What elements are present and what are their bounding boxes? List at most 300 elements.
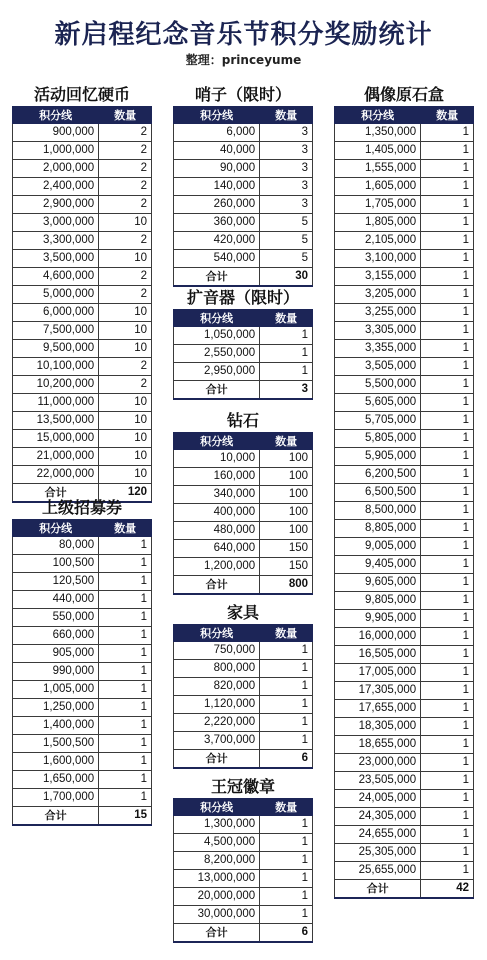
quantity-cell: 2: [99, 268, 152, 286]
table-row: [335, 736, 474, 754]
quantity-cell: 150: [260, 540, 313, 558]
table-row: [335, 610, 474, 628]
total-label: 合计: [13, 484, 99, 503]
threshold-cell: 9,805,000: [335, 592, 421, 610]
quantity-cell: 1: [260, 834, 313, 852]
table-row: [13, 196, 152, 214]
table-row: [13, 412, 152, 430]
total-label: 合计: [174, 924, 260, 943]
quantity-cell: 1: [99, 537, 152, 555]
table-row: [174, 486, 313, 504]
column-header-quantity: 数量: [99, 107, 152, 124]
table-row: [13, 753, 152, 771]
threshold-cell: 10,100,000: [13, 358, 99, 376]
total-label: 合计: [174, 750, 260, 769]
table-row: [335, 808, 474, 826]
threshold-cell: 3,100,000: [335, 250, 421, 268]
threshold-cell: 120,500: [13, 573, 99, 591]
threshold-cell: 24,655,000: [335, 826, 421, 844]
threshold-cell: 30,000,000: [174, 906, 260, 924]
quantity-cell: 1: [421, 358, 474, 376]
table-header-row: [174, 107, 313, 124]
threshold-cell: 660,000: [13, 627, 99, 645]
threshold-cell: 24,305,000: [335, 808, 421, 826]
table-row: [13, 358, 152, 376]
section-title: 钻石: [226, 411, 259, 430]
column-header-threshold: 积分线: [174, 799, 260, 816]
quantity-cell: 1: [99, 645, 152, 663]
table-row: [13, 627, 152, 645]
threshold-cell: 8,805,000: [335, 520, 421, 538]
table-row: [335, 520, 474, 538]
threshold-cell: 5,605,000: [335, 394, 421, 412]
threshold-cell: 1,200,000: [174, 558, 260, 576]
table-row: [174, 468, 313, 486]
table-row: [335, 286, 474, 304]
table-row: [13, 609, 152, 627]
threshold-cell: 18,655,000: [335, 736, 421, 754]
total-value: 30: [260, 268, 313, 287]
threshold-cell: 1,705,000: [335, 196, 421, 214]
total-row: [174, 381, 313, 400]
threshold-cell: 400,000: [174, 504, 260, 522]
section-furniture: [173, 602, 313, 769]
quantity-cell: 1: [421, 772, 474, 790]
section-crown-badge: [173, 776, 313, 943]
quantity-cell: 1: [260, 345, 313, 363]
threshold-cell: 23,000,000: [335, 754, 421, 772]
table-row: [174, 196, 313, 214]
section-diamond: [173, 410, 313, 595]
section-title: 哨子（限时）: [194, 85, 291, 104]
table-row: [335, 466, 474, 484]
table-row: [13, 394, 152, 412]
quantity-cell: 1: [99, 717, 152, 735]
table-header-row: [174, 799, 313, 816]
table-row: [174, 732, 313, 750]
threshold-cell: 16,505,000: [335, 646, 421, 664]
quantity-cell: 1: [421, 232, 474, 250]
total-label: 合计: [174, 381, 260, 400]
table-row: [13, 214, 152, 232]
quantity-cell: 1: [99, 681, 152, 699]
quantity-cell: 1: [260, 714, 313, 732]
table-row: [335, 196, 474, 214]
quantity-cell: 1: [421, 250, 474, 268]
total-value: 120: [99, 484, 152, 503]
table-row: [174, 450, 313, 468]
total-row: [13, 807, 152, 826]
column-header-threshold: 积分线: [174, 625, 260, 642]
quantity-cell: 1: [260, 906, 313, 924]
quantity-cell: 1: [421, 538, 474, 556]
total-value: 800: [260, 576, 313, 595]
threshold-cell: 10,000: [174, 450, 260, 468]
quantity-cell: 1: [421, 736, 474, 754]
table-row: [174, 816, 313, 834]
threshold-cell: 3,700,000: [174, 732, 260, 750]
threshold-cell: 1,005,000: [13, 681, 99, 699]
table-row: [13, 717, 152, 735]
threshold-cell: 25,305,000: [335, 844, 421, 862]
threshold-cell: 17,655,000: [335, 700, 421, 718]
table-row: [335, 160, 474, 178]
quantity-cell: 1: [421, 412, 474, 430]
table-row: [174, 870, 313, 888]
threshold-cell: 8,200,000: [174, 852, 260, 870]
page-subtitle: 整理：princeyume: [185, 53, 302, 67]
table-row: [335, 844, 474, 862]
threshold-cell: 5,000,000: [13, 286, 99, 304]
threshold-cell: 900,000: [13, 124, 99, 142]
table-row: [335, 862, 474, 880]
threshold-cell: 5,705,000: [335, 412, 421, 430]
total-label: 合计: [174, 268, 260, 287]
table-row: [335, 322, 474, 340]
quantity-cell: 10: [99, 214, 152, 232]
table-row: [13, 250, 152, 268]
quantity-cell: 1: [421, 610, 474, 628]
quantity-cell: 3: [260, 142, 313, 160]
threshold-cell: 3,205,000: [335, 286, 421, 304]
table-row: [335, 682, 474, 700]
total-label: 合计: [13, 807, 99, 826]
quantity-cell: 10: [99, 448, 152, 466]
threshold-cell: 90,000: [174, 160, 260, 178]
threshold-cell: 6,500,500: [335, 484, 421, 502]
table-row: [335, 502, 474, 520]
quantity-cell: 100: [260, 486, 313, 504]
table-row: [335, 718, 474, 736]
quantity-cell: 1: [99, 699, 152, 717]
threshold-cell: 16,000,000: [335, 628, 421, 646]
quantity-cell: 1: [260, 816, 313, 834]
threshold-cell: 1,500,500: [13, 735, 99, 753]
quantity-cell: 1: [99, 591, 152, 609]
quantity-cell: 1: [421, 592, 474, 610]
threshold-cell: 540,000: [174, 250, 260, 268]
quantity-cell: 1: [421, 646, 474, 664]
section-title: 上级招募券: [41, 498, 122, 517]
total-value: 6: [260, 750, 313, 769]
reward-table: [334, 106, 474, 899]
quantity-cell: 3: [260, 178, 313, 196]
threshold-cell: 440,000: [13, 591, 99, 609]
page-title: 新启程纪念音乐节积分奖励统计: [54, 20, 433, 50]
quantity-cell: 1: [421, 844, 474, 862]
threshold-cell: 1,650,000: [13, 771, 99, 789]
threshold-cell: 9,905,000: [335, 610, 421, 628]
quantity-cell: 1: [421, 664, 474, 682]
total-value: 15: [99, 807, 152, 826]
section-megaphone: [173, 287, 313, 400]
total-value: 6: [260, 924, 313, 943]
threshold-cell: 3,155,000: [335, 268, 421, 286]
table-row: [335, 574, 474, 592]
threshold-cell: 6,000,000: [13, 304, 99, 322]
column-header-quantity: 数量: [260, 310, 313, 327]
quantity-cell: 1: [99, 609, 152, 627]
quantity-cell: 1: [421, 700, 474, 718]
threshold-cell: 9,005,000: [335, 538, 421, 556]
reward-table: [173, 309, 313, 400]
threshold-cell: 1,805,000: [335, 214, 421, 232]
threshold-cell: 17,305,000: [335, 682, 421, 700]
quantity-cell: 1: [421, 160, 474, 178]
quantity-cell: 1: [260, 678, 313, 696]
quantity-cell: 1: [260, 327, 313, 345]
quantity-cell: 2: [99, 232, 152, 250]
quantity-cell: 1: [421, 214, 474, 232]
threshold-cell: 640,000: [174, 540, 260, 558]
quantity-cell: 5: [260, 250, 313, 268]
quantity-cell: 1: [260, 888, 313, 906]
quantity-cell: 1: [421, 124, 474, 142]
column-header-threshold: 积分线: [174, 433, 260, 450]
threshold-cell: 3,000,000: [13, 214, 99, 232]
table-row: [13, 340, 152, 358]
quantity-cell: 1: [99, 555, 152, 573]
quantity-cell: 1: [260, 660, 313, 678]
table-row: [13, 268, 152, 286]
quantity-cell: 1: [421, 430, 474, 448]
section-title: 活动回忆硬币: [33, 85, 130, 104]
section-title: 王冠徽章: [210, 777, 275, 796]
table-header-row: [13, 520, 152, 537]
section-title: 偶像原石盒: [363, 85, 444, 104]
quantity-cell: 100: [260, 468, 313, 486]
column-header-threshold: 积分线: [13, 107, 99, 124]
table-row: [335, 826, 474, 844]
threshold-cell: 1,405,000: [335, 142, 421, 160]
table-row: [13, 160, 152, 178]
table-header-row: [174, 625, 313, 642]
quantity-cell: 10: [99, 394, 152, 412]
threshold-cell: 21,000,000: [13, 448, 99, 466]
table-row: [13, 771, 152, 789]
quantity-cell: 1: [99, 663, 152, 681]
quantity-cell: 1: [421, 448, 474, 466]
table-row: [174, 540, 313, 558]
table-row: [13, 448, 152, 466]
column-header-quantity: 数量: [260, 107, 313, 124]
table-row: [13, 537, 152, 555]
quantity-cell: 1: [99, 771, 152, 789]
table-row: [13, 573, 152, 591]
table-row: [13, 124, 152, 142]
total-row: [174, 268, 313, 287]
threshold-cell: 13,500,000: [13, 412, 99, 430]
table-row: [174, 642, 313, 660]
threshold-cell: 3,505,000: [335, 358, 421, 376]
quantity-cell: 1: [421, 142, 474, 160]
threshold-cell: 905,000: [13, 645, 99, 663]
threshold-cell: 420,000: [174, 232, 260, 250]
reward-table: [173, 432, 313, 595]
table-row: [174, 678, 313, 696]
table-row: [174, 504, 313, 522]
threshold-cell: 5,500,000: [335, 376, 421, 394]
table-row: [335, 358, 474, 376]
threshold-cell: 1,050,000: [174, 327, 260, 345]
threshold-cell: 3,500,000: [13, 250, 99, 268]
table-row: [13, 466, 152, 484]
table-row: [335, 754, 474, 772]
threshold-cell: 1,605,000: [335, 178, 421, 196]
threshold-cell: 2,105,000: [335, 232, 421, 250]
table-row: [335, 646, 474, 664]
quantity-cell: 2: [99, 286, 152, 304]
threshold-cell: 750,000: [174, 642, 260, 660]
threshold-cell: 80,000: [13, 537, 99, 555]
table-row: [13, 376, 152, 394]
table-row: [174, 214, 313, 232]
threshold-cell: 160,000: [174, 468, 260, 486]
quantity-cell: 1: [421, 790, 474, 808]
total-row: [335, 880, 474, 899]
quantity-cell: 1: [421, 178, 474, 196]
threshold-cell: 40,000: [174, 142, 260, 160]
threshold-cell: 140,000: [174, 178, 260, 196]
table-row: [335, 178, 474, 196]
table-row: [174, 906, 313, 924]
column-header-threshold: 积分线: [335, 107, 421, 124]
threshold-cell: 1,350,000: [335, 124, 421, 142]
quantity-cell: 1: [260, 732, 313, 750]
threshold-cell: 2,950,000: [174, 363, 260, 381]
section-memory-coin: [12, 84, 152, 503]
table-row: [13, 430, 152, 448]
quantity-cell: 10: [99, 412, 152, 430]
threshold-cell: 2,220,000: [174, 714, 260, 732]
table-row: [174, 124, 313, 142]
table-row: [13, 304, 152, 322]
table-row: [13, 789, 152, 807]
table-row: [13, 142, 152, 160]
quantity-cell: 10: [99, 340, 152, 358]
reward-table: [173, 624, 313, 769]
quantity-cell: 100: [260, 504, 313, 522]
table-row: [13, 286, 152, 304]
table-header-row: [335, 107, 474, 124]
threshold-cell: 2,550,000: [174, 345, 260, 363]
quantity-cell: 1: [421, 826, 474, 844]
table-header-row: [13, 107, 152, 124]
table-row: [174, 696, 313, 714]
table-row: [335, 538, 474, 556]
threshold-cell: 15,000,000: [13, 430, 99, 448]
table-row: [335, 142, 474, 160]
table-row: [13, 591, 152, 609]
quantity-cell: 1: [421, 286, 474, 304]
quantity-cell: 2: [99, 196, 152, 214]
threshold-cell: 1,600,000: [13, 753, 99, 771]
quantity-cell: 10: [99, 304, 152, 322]
table-row: [335, 700, 474, 718]
column-header-quantity: 数量: [260, 433, 313, 450]
table-row: [174, 522, 313, 540]
quantity-cell: 1: [421, 376, 474, 394]
quantity-cell: 2: [99, 178, 152, 196]
threshold-cell: 3,255,000: [335, 304, 421, 322]
threshold-cell: 260,000: [174, 196, 260, 214]
quantity-cell: 5: [260, 214, 313, 232]
quantity-cell: 2: [99, 124, 152, 142]
column-header-quantity: 数量: [421, 107, 474, 124]
section-title: 家具: [226, 603, 259, 622]
table-row: [335, 664, 474, 682]
quantity-cell: 10: [99, 466, 152, 484]
table-row: [13, 645, 152, 663]
quantity-cell: 2: [99, 142, 152, 160]
quantity-cell: 1: [99, 735, 152, 753]
threshold-cell: 9,500,000: [13, 340, 99, 358]
threshold-cell: 10,200,000: [13, 376, 99, 394]
quantity-cell: 1: [421, 304, 474, 322]
threshold-cell: 800,000: [174, 660, 260, 678]
table-row: [335, 304, 474, 322]
quantity-cell: 1: [421, 484, 474, 502]
threshold-cell: 17,005,000: [335, 664, 421, 682]
threshold-cell: 13,000,000: [174, 870, 260, 888]
threshold-cell: 11,000,000: [13, 394, 99, 412]
threshold-cell: 7,500,000: [13, 322, 99, 340]
quantity-cell: 1: [421, 340, 474, 358]
threshold-cell: 820,000: [174, 678, 260, 696]
quantity-cell: 10: [99, 250, 152, 268]
quantity-cell: 1: [99, 753, 152, 771]
reward-table: [173, 106, 313, 287]
quantity-cell: 1: [421, 862, 474, 880]
table-row: [335, 124, 474, 142]
quantity-cell: 2: [99, 376, 152, 394]
threshold-cell: 340,000: [174, 486, 260, 504]
threshold-cell: 550,000: [13, 609, 99, 627]
table-row: [13, 681, 152, 699]
threshold-cell: 1,400,000: [13, 717, 99, 735]
threshold-cell: 18,305,000: [335, 718, 421, 736]
table-row: [174, 852, 313, 870]
quantity-cell: 1: [99, 573, 152, 591]
table-row: [174, 142, 313, 160]
quantity-cell: 1: [421, 394, 474, 412]
table-row: [13, 663, 152, 681]
threshold-cell: 1,300,000: [174, 816, 260, 834]
reward-table: [12, 106, 152, 503]
column-header-threshold: 积分线: [174, 310, 260, 327]
quantity-cell: 1: [421, 556, 474, 574]
quantity-cell: 1: [260, 852, 313, 870]
threshold-cell: 24,005,000: [335, 790, 421, 808]
threshold-cell: 5,805,000: [335, 430, 421, 448]
quantity-cell: 1: [421, 628, 474, 646]
quantity-cell: 150: [260, 558, 313, 576]
table-row: [335, 376, 474, 394]
table-row: [335, 448, 474, 466]
table-row: [174, 250, 313, 268]
quantity-cell: 100: [260, 450, 313, 468]
threshold-cell: 2,400,000: [13, 178, 99, 196]
threshold-cell: 22,000,000: [13, 466, 99, 484]
table-row: [174, 160, 313, 178]
table-row: [174, 558, 313, 576]
table-row: [335, 592, 474, 610]
total-row: [174, 750, 313, 769]
total-value: 3: [260, 381, 313, 400]
reward-table: [12, 519, 152, 826]
threshold-cell: 2,000,000: [13, 160, 99, 178]
quantity-cell: 1: [421, 520, 474, 538]
